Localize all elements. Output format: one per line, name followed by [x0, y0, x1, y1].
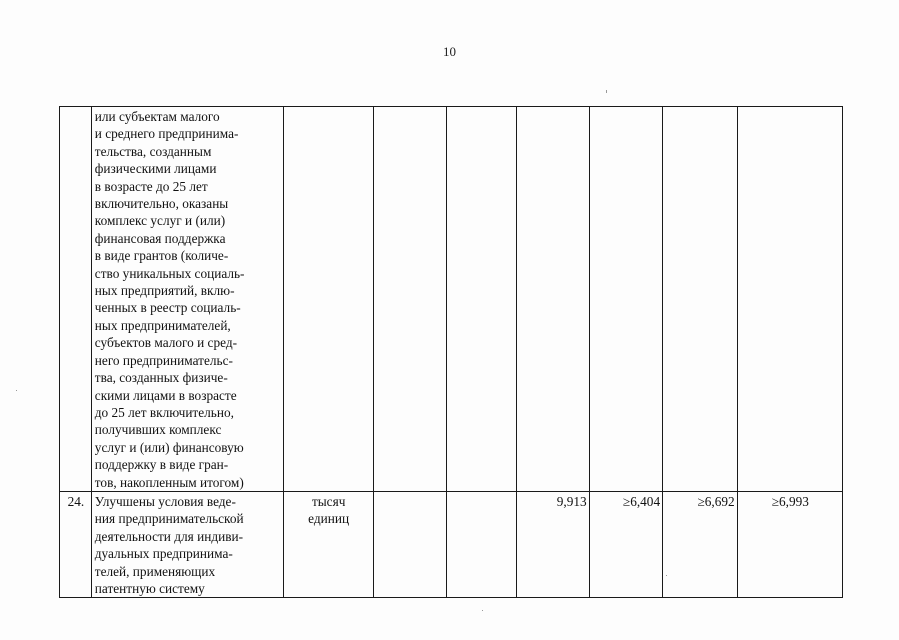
- scan-speck: [482, 610, 483, 611]
- value-cell: [373, 107, 446, 492]
- scan-speck: [666, 575, 667, 576]
- value-cell: [447, 491, 517, 597]
- table-row: [60, 107, 843, 492]
- unit-cell: тысяч единиц: [283, 491, 373, 597]
- value-cell: [663, 107, 738, 492]
- value-cell: [447, 107, 517, 492]
- value-cell: [737, 107, 842, 492]
- row-number-cell: [60, 107, 92, 492]
- scan-speck: [606, 90, 607, 93]
- value-cell: [589, 107, 662, 492]
- row-number-cell: 24.: [60, 491, 92, 597]
- unit-cell: [283, 107, 373, 492]
- page-number: 10: [443, 44, 456, 59]
- table-row: [60, 491, 843, 597]
- value-cell: [373, 491, 446, 597]
- value-cell: ≥6,692: [663, 491, 738, 597]
- indicators-table: [59, 106, 843, 598]
- value-cell: ≥6,993: [737, 491, 842, 597]
- value-cell: ≥6,404: [589, 491, 662, 597]
- value-cell: [517, 107, 589, 492]
- indicator-name-cell: или субъектам малого и среднего предпринима- тельства, созданным физическими лицами в возрасте до 25 лет включительно, оказаны комплекс услуг и (или) финансовая поддержка в виде грантов (количе- ство уникальных социаль- ных предприятий, вклю- ченных в реестр социаль- ных предпринимателей, субъектов малого и сред- него предпринимательс- тва, созданных физиче- скими лицами в возрасте до 25 лет включительно, получивших комплекс услуг и (или) финансовую поддержку в виде гран- тов, накопленным итогом): [91, 107, 283, 492]
- scan-speck: [16, 390, 17, 391]
- indicator-name-cell: Улучшены условия веде- ния предпринимательской деятельности для индиви- дуальных предпринима- телей, применяющих патентную систему: [91, 491, 283, 597]
- value-cell: 9,913: [517, 491, 589, 597]
